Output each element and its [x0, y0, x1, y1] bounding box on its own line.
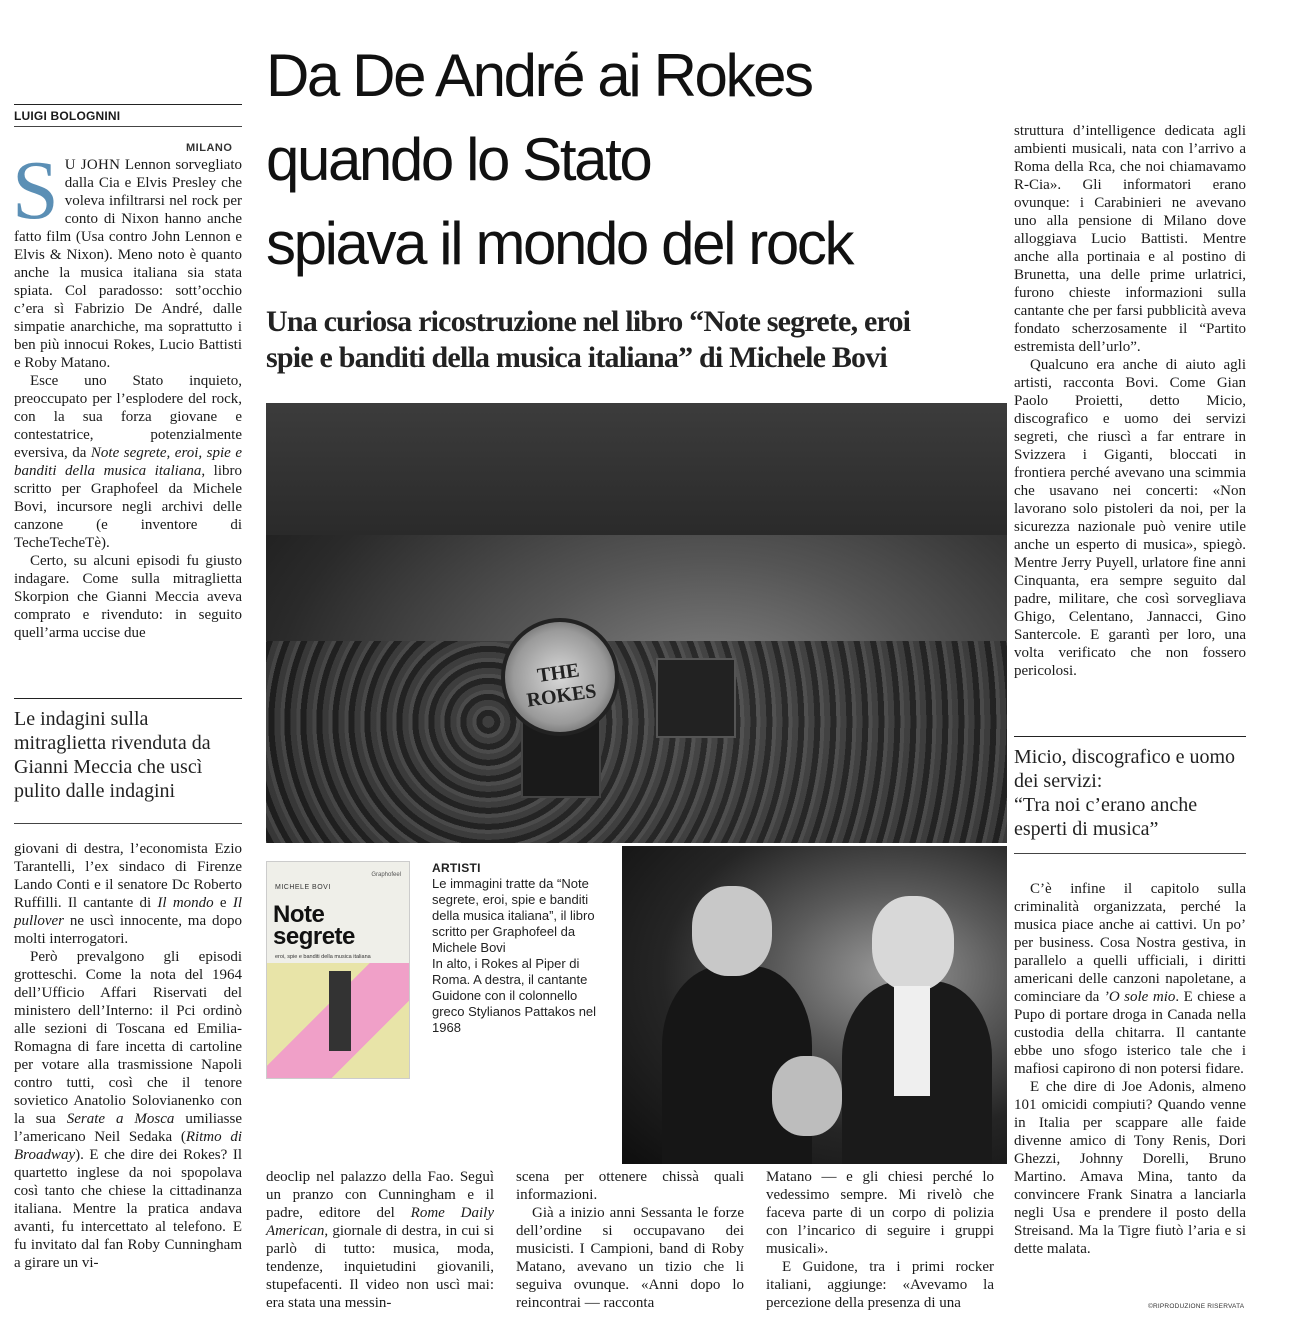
- caption-tag: ARTISTI: [432, 861, 481, 875]
- copyright-notice: ©RIPRODUZIONE RISERVATA: [1148, 1303, 1245, 1310]
- photo-caption: [432, 860, 612, 1036]
- subheadline: Una curiosa ricostruzione nel libro “Note segrete, eroi spie e banditi della musica italiana” di Michele Bovi: [266, 305, 911, 374]
- paragraph: Esce uno Stato inquieto, preoccupato per l’esplodere del rock, con la sua forza giovane e contestatrice, potenzialmente eversiva, da Note segrete, eroi, spie e banditi della musica italiana, libro scritto per Graphofeel da Michele Bovi, incursore negli archivi delle canzone (e inventore di TecheTecheTè).: [14, 373, 242, 551]
- rokes-concert-photo: [266, 403, 1007, 843]
- article-column-3: [516, 1168, 744, 1312]
- paragraph: S U JOHN Lennon sorvegliato dalla Cia e Elvis Presley che voleva infiltrarsi nel rock per conto di Nixon hanno anche fatto film (Usa contro John Lennon e Elvis & Nixon). Meno noto è quanto anche la musica italiana sia stata spiata. Col paradosso: sott’occhio c’era sì Fabrizio De André, dalle simpatie anarchiche, ma soprattutto i ben più innocui Rokes, Lucio Battisti e Roby Matano.: [12, 144, 242, 371]
- paragraph: C’è infine il capitolo sulla criminalità organizzata, perché la musica piace anche ai cattivi. Un po’ per business. Cosa Nostra gestiva, in parallelo a quelli ufficiali, i diritti americani delle canzoni napoletane, a cominciare da ’O sole mio. E chiese a Pupo di portare droga in Canada nella custodia della chitarra. Il cantante ebbe uno sfogo isterico tale che i mafiosi capirono di non potersi fidare.: [1014, 881, 1246, 1077]
- paragraph: E Guidone, tra i primi rocker italiani, aggiunge: «Avevamo la percezione della presenza di una: [766, 1259, 994, 1311]
- article-column-5-continued: [1014, 880, 1246, 1258]
- headline: Da De André ai Rokes quando lo Stato spiava il mondo del rock: [266, 42, 853, 277]
- paragraph: scena per ottenere chissà quali informazioni.: [516, 1169, 744, 1203]
- guidone-pattakos-photo: [622, 846, 1007, 1164]
- paragraph: Però prevalgono gli episodi grotteschi. Come la nota del 1964 dell’Ufficio Affari Riservati del ministero dell’Interno: il Pci ordinò alle sezioni di Toscana ed Emilia-Romagna di fare incetta di cartoline per votare alla trasmissione Napoli contro tutti, così che il tenore sovietico Anatolio Solovianenko con la sua Serate a Mosca umiliasse l’americano Neil Sedaka (Ritmo di Broadway). E che dire dei Rokes? Il quartetto inglese da noi spopolava così tanto che chiese la cittadinanza italiana. Mentre la pratica andava avanti, fu intercettato al telefono. E fu invitato dal fan Roby Cunningham a girare un vi-: [14, 949, 242, 1271]
- caption-text: In alto, i Rokes al Piper di Roma. A destra, il cantante Guidone con il colonnello greco Stylianos Pattakos nel 1968: [432, 956, 597, 1035]
- paragraph: Qualcuno era anche di aiuto agli artisti, racconta Bovi. Come Gian Paolo Proietti, detto Micio, discografico e uomo dei servizi segreti, che riuscì a far entrare in Svizzera i Giganti, bloccati in frontiera perché avevano una scimmia che usavano nei concerti: «Non lavorano solo pistoleri da noi, per la sicurezza nazionale può venire utile anche un esperto di musica», spiegò. Mentre Jerry Puyell, urlatore fine anni Cinquanta, era sempre seguito dal padre, militare, che così sorvegliava Ghigo, Celentano, Jannacci, Gino Santercole. E garantì per loro, una volta verificato che non fossero pericolosi.: [1014, 357, 1246, 679]
- paragraph: Certo, su alcuni episodi fu giusto indagare. Come sulla mitraglietta Skorpion che Gianni Meccia aveva comprato e rivenduto: in seguito quell’arma uccise due: [14, 553, 242, 641]
- dateline: MILANO: [186, 142, 233, 154]
- paragraph: deoclip nel palazzo della Fao. Seguì un pranzo con Cunningham e il padre, editore del Rome Daily American, giornale di destra, in cui si parlò di tutto: musica, moda, tendenze, inquietudini giovanili, stupefacenti. Il video non uscì mai: era stata una messin-: [266, 1169, 495, 1311]
- article-column-4: [766, 1168, 994, 1312]
- book-title: Note segrete: [273, 901, 355, 950]
- book-cover-image: [266, 861, 410, 1079]
- book-publisher: Graphofeel: [371, 872, 401, 878]
- drop-cap: S: [12, 144, 59, 237]
- paragraph: Matano — e gli chiesi perché lo vedessimo sempre. Mi rivelò che faceva parte di un corpo di polizia con l’incarico di seguire i gruppi musicali».: [766, 1169, 994, 1257]
- caption-text: Le immagini tratte da “Note segrete, eroi, spie e banditi della musica italiana”, il libro scritto per Graphofeel da Michele Bovi: [432, 876, 595, 955]
- bass-drum: THE ROKES: [501, 618, 619, 736]
- book-subtitle: eroi, spie e banditi della musica italiana: [275, 954, 371, 960]
- paragraph: Già a inizio anni Sessanta le forze dell’ordine si occupavano dei musicisti. I Campioni, band di Roby Matano, avevano un tizio che li seguiva ovunque. «Anni dopo lo reincontrai — racconta: [516, 1205, 744, 1311]
- pull-quote: Le indagini sulla mitraglietta rivenduta da Gianni Meccia che uscì pulito dalle indagini: [14, 698, 242, 824]
- paragraph: struttura d’intelligence dedicata agli ambienti musicali, nata con l’arrivo a Roma della Rca, che noi chiamavamo R-Cia». Gli informatori erano ovunque: i Carabinieri ne avevano uno alla pensione di Milano dove alloggiava Lucio Battisti. Mentre anche alla portinaia e al postino di Brunetta, una delle prime urlatrici, furono chieste informazioni sulla cantante che per farsi pubblicità aveva fondato scherzosamente il “Partito estremista dell’urlo”.: [1014, 123, 1246, 355]
- pull-quote: Micio, discografico e uomo dei servizi: “Tra noi c’erano anche esperti di musica”: [1014, 736, 1246, 854]
- article-column-2: [266, 1168, 494, 1312]
- article-column-5: [1014, 122, 1246, 680]
- article-column-1-continued: [14, 840, 242, 1272]
- book-author: MICHELE BOVI: [275, 884, 331, 891]
- paragraph: giovani di destra, l’economista Ezio Tarantelli, l’ex sindaco di Firenze Lando Conti e il senatore Dc Roberto Ruffilli. Il cantante di Il mondo e Il pullover ne uscì innocente, ma dopo molti interrogatori.: [14, 841, 242, 947]
- byline: LUIGI BOLOGNINI: [14, 104, 242, 127]
- paragraph: E che dire di Joe Adonis, almeno 101 omicidi compiuti? Quando venne in Italia per scappare alle faide divenne amico di Tony Renis, Dori Ghezzi, Johnny Dorelli, Bruno Martino. Amava Mina, tanto da convincere Frank Sinatra a lanciarla negli Usa e prendere il posto della Streisand. Ma la Tigre fiutò l’aria e si dette malata.: [1014, 1079, 1246, 1257]
